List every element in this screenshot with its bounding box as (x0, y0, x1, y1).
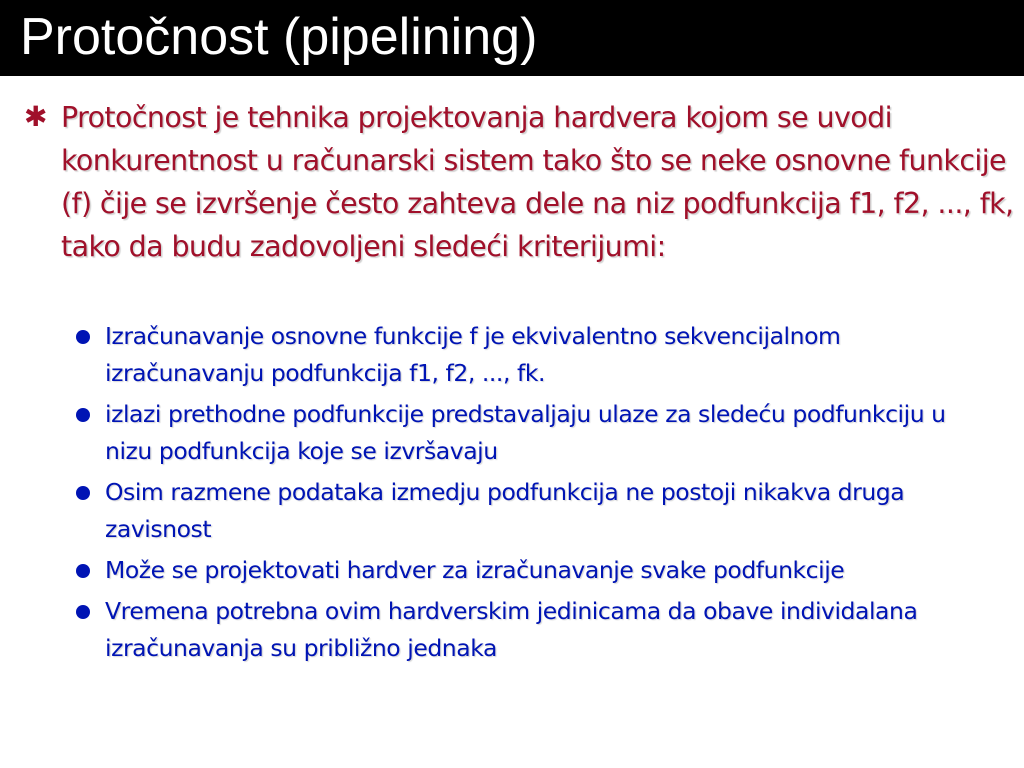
sub-bullet-text: Izračunavanje osnovne funkcije f je ekvivalentno sekvencijalnom izračunavanju podfunkcija f1, f2, ..., fk. (105, 322, 841, 387)
asterisk-bullet-icon: ✱ (24, 100, 48, 133)
bullet-dot-icon (76, 564, 90, 578)
main-bullet (24, 96, 1014, 268)
sub-bullet-text: Može se projektovati hardver za izračunavanje svake podfunkcije (105, 556, 845, 584)
title-bar (0, 0, 1024, 76)
slide-title: Protočnost (pipelining) (20, 8, 538, 66)
sub-bullet-text: Vremena potrebna ovim hardverskim jedinicama da obave individalana izračunavanja su približno jednaka (105, 597, 918, 662)
sub-bullet-list (68, 318, 988, 671)
sub-bullet-text: Osim razmene podataka izmedju podfunkcija ne postoji nikakva druga zavisnost (105, 478, 905, 543)
sub-bullet-item (68, 552, 988, 589)
sub-bullet-item (68, 396, 988, 470)
sub-bullet-item (68, 318, 988, 392)
sub-bullet-text: izlazi prethodne podfunkcije predstavaljaju ulaze za sledeću podfunkciju u nizu podfunkcija koje se izvršavaju (105, 400, 946, 465)
bullet-dot-icon (76, 605, 90, 619)
bullet-dot-icon (76, 330, 90, 344)
bullet-dot-icon (76, 486, 90, 500)
bullet-dot-icon (76, 408, 90, 422)
sub-bullet-item (68, 593, 988, 667)
sub-bullet-item (68, 474, 988, 548)
main-bullet-text: Protočnost je tehnika projektovanja hardvera kojom se uvodi konkurentnost u računarski sistem tako što se neke osnovne funkcije (f) čije se izvršenje često zahteva dele na niz podfunkcija f1, f2, ..., fk, tako da budu zadovoljeni sledeći kriterijumi: (61, 101, 1014, 263)
